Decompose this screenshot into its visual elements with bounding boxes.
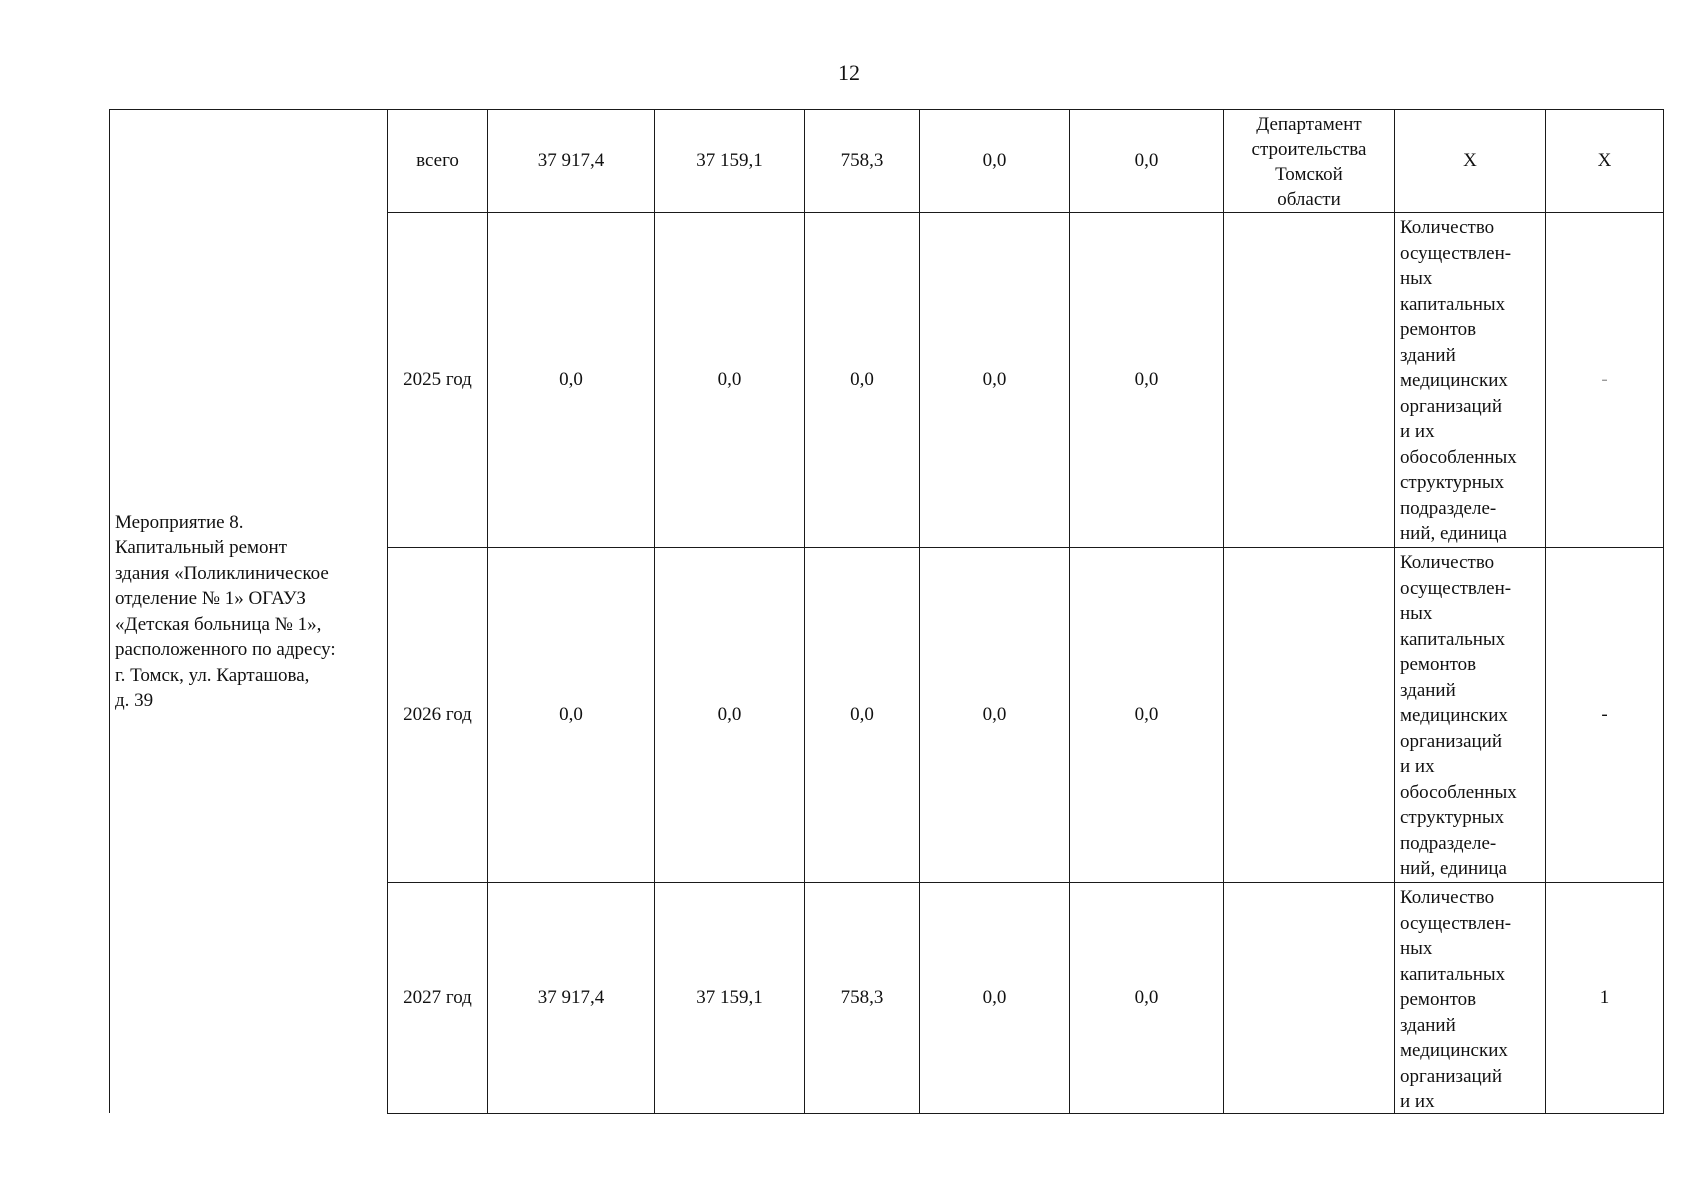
federal-cell: [654, 109, 805, 213]
activity-description: Мероприятие 8. Капитальный ремонт здания «Поликлиническое отделение № 1» ОГАУЗ «Детская больница № 1», расположенного по адресу: г. Томск, ул. Карташова, д. 39: [115, 511, 336, 711]
indicator-value: -: [1601, 369, 1608, 391]
indicator-value-cell: [1545, 547, 1664, 883]
executor-cell: [1223, 882, 1395, 1114]
other-amount: 0,0: [1134, 704, 1159, 726]
regional-amount: 758,3: [840, 987, 884, 1009]
total-cell: [487, 547, 655, 883]
executor-cell: [1223, 109, 1395, 213]
federal-amount: 0,0: [717, 704, 742, 726]
indicator-value-cell: [1545, 882, 1664, 1114]
local-cell: [919, 212, 1070, 548]
local-cell: [919, 882, 1070, 1114]
local-amount: 0,0: [982, 369, 1007, 391]
other-amount: 0,0: [1134, 987, 1159, 1009]
local-amount: 0,0: [982, 704, 1007, 726]
period-cell: [387, 109, 488, 213]
local-amount: 0,0: [982, 987, 1007, 1009]
other-cell: [1069, 212, 1224, 548]
local-amount: 0,0: [982, 150, 1007, 172]
federal-cell: [654, 212, 805, 548]
indicator-cell: [1394, 212, 1546, 548]
page-number: 12: [838, 60, 860, 85]
regional-amount: 758,3: [840, 150, 884, 172]
executor: Департамент строительства Томской области: [1251, 114, 1367, 210]
executor-cell: [1223, 547, 1395, 883]
indicator-cell: [1394, 547, 1546, 883]
indicator: Количество осуществлен- ных капитальных ремонтов зданий медицинских организаций и их обособленных структурных подразделе- ний, единица: [1400, 552, 1517, 879]
federal-amount: 37 159,1: [696, 150, 763, 172]
local-cell: [919, 109, 1070, 213]
executor-cell: [1223, 212, 1395, 548]
federal-cell: [654, 882, 805, 1114]
total-cell: [487, 109, 655, 213]
other-cell: [1069, 109, 1224, 213]
indicator-value-cell: [1545, 212, 1664, 548]
period: 2027 год: [403, 987, 472, 1009]
total-cell: [487, 212, 655, 548]
total-amount: 37 917,4: [537, 150, 605, 172]
other-amount: 0,0: [1134, 369, 1159, 391]
other-cell: [1069, 882, 1224, 1114]
period-cell: [387, 212, 488, 548]
period: 2026 год: [403, 704, 472, 726]
regional-amount: 0,0: [850, 704, 874, 726]
regional-cell: [804, 212, 920, 548]
federal-amount: 37 159,1: [696, 987, 763, 1009]
indicator-cell: [1394, 109, 1546, 213]
period-cell: [387, 547, 488, 883]
federal-amount: 0,0: [717, 369, 742, 391]
indicator: Количество осуществлен- ных капитальных ремонтов зданий медицинских организаций и их обособленных структурных подразделе- ний, единица: [1400, 217, 1517, 544]
indicator: Количество осуществлен- ных капитальных ремонтов зданий медицинских организаций и их: [1400, 887, 1512, 1112]
indicator-value: Х: [1597, 150, 1612, 172]
regional-amount: 0,0: [850, 369, 874, 391]
regional-cell: [804, 882, 920, 1114]
indicator-cell: [1394, 882, 1546, 1114]
total-amount: 0,0: [559, 369, 583, 391]
total-cell: [487, 882, 655, 1114]
period: 2025 год: [403, 369, 472, 391]
federal-cell: [654, 547, 805, 883]
regional-cell: [804, 109, 920, 213]
indicator-value-cell: [1545, 109, 1664, 213]
other-cell: [1069, 547, 1224, 883]
indicator: Х: [1463, 150, 1477, 172]
total-amount: 37 917,4: [537, 987, 605, 1009]
local-cell: [919, 547, 1070, 883]
other-amount: 0,0: [1134, 150, 1159, 172]
period-cell: [387, 882, 488, 1114]
indicator-value: 1: [1599, 987, 1610, 1009]
activity-description-cell: [109, 109, 388, 1113]
period: всего: [416, 150, 459, 172]
regional-cell: [804, 547, 920, 883]
total-amount: 0,0: [559, 704, 583, 726]
indicator-value: -: [1601, 704, 1608, 726]
